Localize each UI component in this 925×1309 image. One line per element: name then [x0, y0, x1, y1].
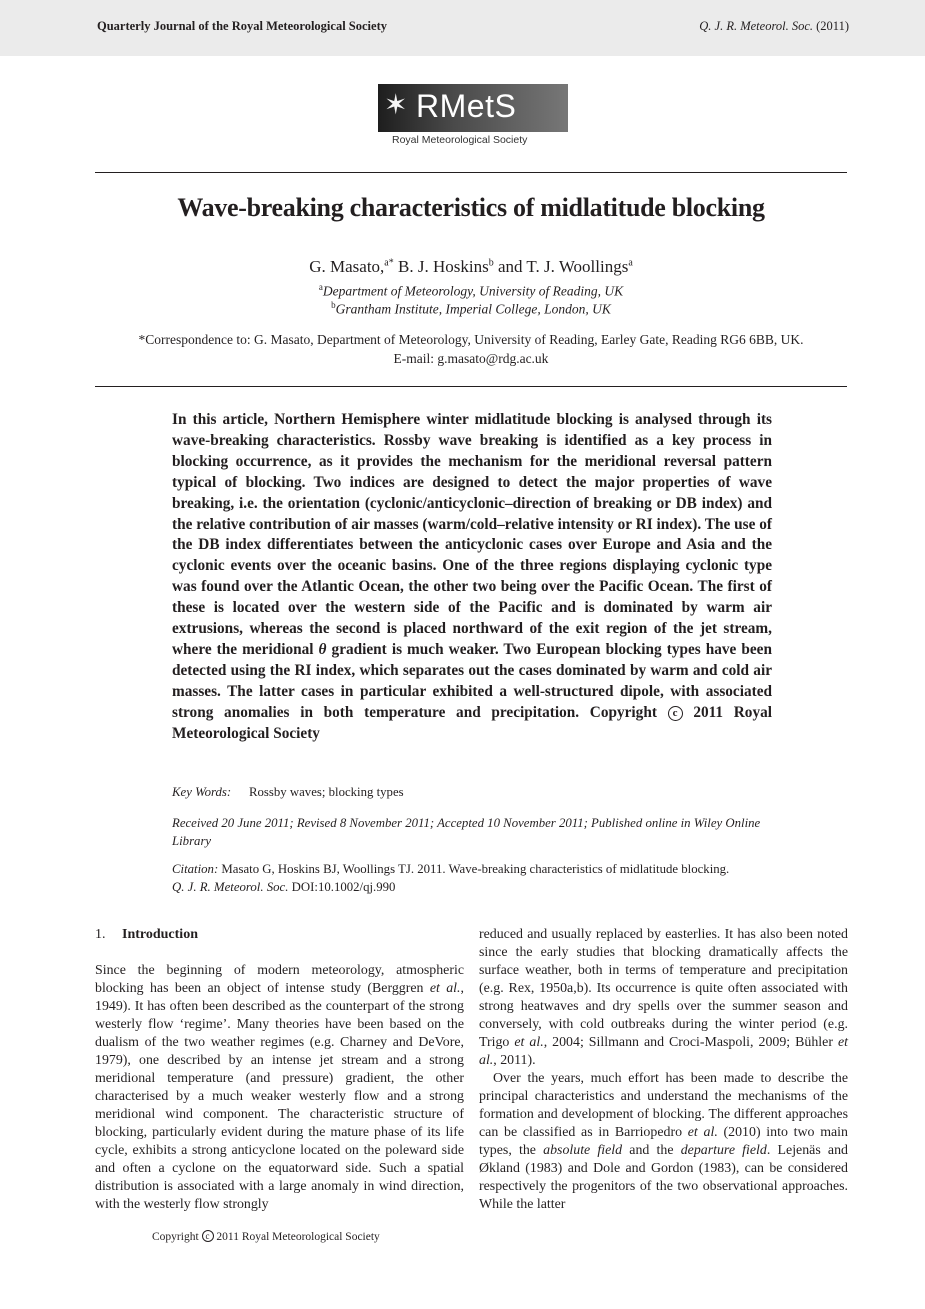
journal-header-band [0, 0, 925, 56]
top-divider [95, 172, 847, 173]
author-list: G. Masato,$^{a*}$ B. J. Hoskins$^b$ and T. J. Woollings$^a$ [309, 257, 633, 276]
paragraph: Over the years, much effort has been made to describe the principal characteristics and understand the mechanisms of the formation and development of blocking. The different approaches can be classified as in Barriopedro et al. (2010) into two main types, the absolute field and the departure field. Lejenäs and Økland (1983) and Dole and Gordon (1983), can be considered respectively the progenitors of the two observational approaches. While the latter [479, 1071, 848, 1212]
article-history: Received 20 June 2011; Revised 8 November 2011; Accepted 10 November 2011; Published online in Wiley Online Library [172, 816, 761, 848]
page-footer: Copyright c 2011 Royal Meteorological Society [152, 1231, 380, 1243]
doi[interactable]: DOI:10.1002/qj.990 [288, 879, 396, 894]
journal-year: (2011) [816, 19, 849, 33]
left-column [95, 926, 464, 1214]
abstract-divider [95, 386, 847, 387]
journal-name: Quarterly Journal of the Royal Meteorological Society [97, 19, 387, 33]
logo-subtitle: Royal Meteorological Society [392, 134, 528, 146]
rmets-logo [378, 84, 568, 150]
paragraph: Since the beginning of modern meteorology, atmospheric blocking has been an object of intense study (Berggren et al., 1949). It has often been described as the counterpart of the strong westerly flow ‘regime’. Many theories have been based on the dualism of the two weather regimes (e.g. Charney and DeVore, 1979), one described by an intense jet stream and a strong meridional temperature (and pressure) gradient, the other characterised by a much weaker westerly flow and a strong meridional wind component. The characteristic structure of blocking, particularly evident during the mature phase of its life cycle, exhibits a strong anticyclone located on the poleward side and often a cyclone on the equatorward side. Such a spatial distribution is associated with a large anomaly in wind direction, with the westerly flow strongly [95, 963, 464, 1212]
affiliation-a: $^a$Department of Meteorology, University of Reading, UK [318, 282, 624, 299]
journal-reference [699, 19, 849, 34]
copyright-icon: c [202, 1230, 214, 1242]
abstract: In this article, Northern Hemisphere winter midlatitude blocking is analysed through its wave-breaking characteristics. Rossby wave breaking is identified as a key process in blocking occurrence, as it provides the mechanism for the meridional reversal pattern typical of blocking. Two indices are designed to detect the major properties of wave breaking, i.e. the orientation (cyclonic/anticyclonic–direction of breaking or DB index) and the relative contribution of air masses (warm/cold–relative intensity or RI index). The use of the DB index differentiates between the anticyclonic cases over Europe and Asia and the cyclonic events over the oceanic basins. One of the three regions displaying cyclonic type was found over the Atlantic Ocean, the other two being over the Pacific Ocean. The first of these is located over the western side of the Pacific and is dominated by warm air extrusions, whereas the second is placed northward of the exit region of the jet stream, where the meridional θ gradient is much weaker. Two European blocking types have been detected using the RI index, which separates out the cases dominated by warm and cold air masses. The latter cases in particular exhibited a well-structured dipole, with associated strong anomalies in both temperature and precipitation. Copyright c 2011 Royal Meteorological Society [172, 411, 773, 742]
affiliation-b: $^b$Grantham Institute, Imperial College, London, UK [331, 300, 611, 317]
star-icon: ✶ [384, 88, 408, 121]
keywords: Key Words: Rossby waves; blocking types [172, 785, 404, 799]
section-heading: 1. Introduction [95, 927, 198, 942]
journal-abbrev: Q. J. R. Meteorol. Soc. [699, 19, 813, 33]
paper-title: Wave-breaking characteristics of midlatitude blocking [177, 193, 765, 222]
right-column [479, 926, 848, 1214]
logo-mark: RMetS [416, 88, 517, 124]
correspondence: *Correspondence to: G. Masato, Department of Meteorology, University of Reading, Earley Gate, Reading RG6 6BB, UK. E-mail: g.masato@rdg.ac.uk [95, 331, 847, 368]
citation: Citation: Masato G, Hoskins BJ, Woollings TJ. 2011. Wave-breaking characteristics of midlatitude blocking. Q. J. R. Meteorol. Soc. DOI:10.1002/qj.990 [172, 862, 730, 894]
copyright-icon: c [668, 706, 683, 721]
email[interactable]: E-mail: g.masato@rdg.ac.uk [393, 350, 549, 366]
paragraph: reduced and usually replaced by easterlies. It has also been noted since the early studies that blocking dramatically affects the surface weather, both in terms of temperature and precipitation (e.g. Rex, 1950a,b). Its occurrence is quite often associated with strong heatwaves and dry spells over the summer season and conversely, with cold outbreaks during the winter period (e.g. Trigo et al., 2004; Sillmann and Croci-Maspoli, 2009; Bühler et al., 2011). [479, 927, 848, 1068]
